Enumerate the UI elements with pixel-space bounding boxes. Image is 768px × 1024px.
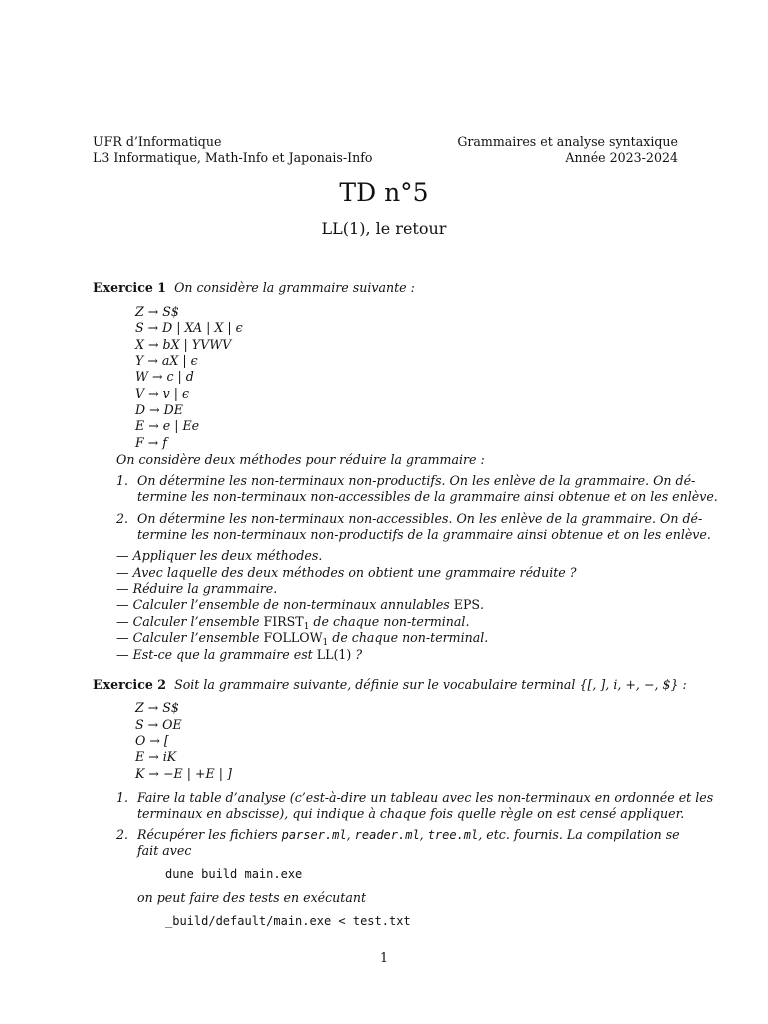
grammar-rule: Z → S$ — [135, 304, 179, 319]
file-reader: reader.ml — [354, 828, 420, 842]
task-item: — Calculer l’ensemble $FOLLOW_1$ de chaque non-terminal. — [116, 630, 489, 648]
dash: — — [116, 597, 129, 612]
exercise-2-label: Exercice 2 — [93, 677, 167, 692]
grammar-rule: E → iK — [135, 749, 177, 764]
exercise-2-intro: Soit la grammaire suivante, définie sur le vocabulaire terminal {[, ], i, +, −, $} : — [174, 677, 687, 692]
item-1-line: Faire la table d’analyse (c’est-à-dire un tableau avec les non-terminaux en ordonnée et les — [137, 790, 714, 805]
dash: — — [116, 614, 129, 629]
page-title: TD n°5 — [339, 178, 429, 207]
grammar-rule: S → D | XA | X | ϵ — [135, 320, 243, 335]
exercise-1-heading — [93, 280, 415, 295]
grammar-rule: D → DE — [135, 402, 183, 417]
method-2-number: 2. — [116, 511, 129, 526]
run-command: _build/default/main.exe < test.txt — [165, 914, 411, 928]
grammar-rule: S → OE — [135, 717, 182, 732]
grammar-rule: X → bX | YVWV — [135, 337, 232, 352]
exercise-1-intro: On considère la grammaire suivante : — [174, 280, 415, 295]
grammar-rule: Y → aX | ϵ — [135, 353, 198, 368]
file-tree: tree.ml — [427, 828, 479, 842]
tests-intro: on peut faire des tests en exécutant — [137, 890, 367, 905]
header-program: L3 Informatique, Math-Info et Japonais-Info — [93, 150, 373, 165]
task-item: — Est-ce que la grammaire est LL(1) ? — [116, 647, 363, 662]
dash: — — [116, 630, 129, 645]
item-2-line: fait avec — [137, 843, 192, 858]
page-subtitle: LL(1), le retour — [321, 219, 447, 238]
method-2-line: termine les non-terminaux non-productifs de la grammaire ainsi obtenue et on les enlève. — [137, 527, 711, 542]
method-2-line: On détermine les non-terminaux non-accessibles. On les enlève de la grammaire. On dé- — [137, 511, 703, 526]
grammar-rule: Z → S$ — [135, 700, 179, 715]
task-item: — Appliquer les deux méthodes. — [116, 548, 323, 563]
method-1-line: On détermine les non-terminaux non-productifs. On les enlève de la grammaire. On dé- — [137, 473, 696, 488]
grammar-rule: V → v | ϵ — [135, 386, 190, 401]
item-2-line: Récupérer les fichiers parser.ml, reader.ml, tree.ml, etc. fournis. La compilation se — [137, 827, 680, 842]
exercise-1-label: Exercice 1 — [93, 280, 167, 295]
task-item: — Calculer l’ensemble $FIRST_1$ de chaque non-terminal. — [116, 614, 470, 632]
item-1-line: terminaux en abscisse), qui indique à chaque fois quelle règle on est censé appliquer. — [137, 806, 685, 821]
grammar-rule: F → f — [135, 435, 167, 450]
header-year: Année 2023-2024 — [565, 150, 678, 165]
header-course: Grammaires et analyse syntaxique — [457, 134, 678, 149]
build-command: dune build main.exe — [165, 867, 303, 881]
dash: — — [116, 647, 129, 662]
task-item: — Réduire la grammaire. — [116, 581, 278, 596]
method-1-number: 1. — [116, 473, 129, 488]
item-2-number: 2. — [116, 827, 129, 842]
header-institution: UFR d’Informatique — [93, 134, 222, 149]
methods-intro: On considère deux méthodes pour réduire la grammaire : — [116, 452, 485, 467]
grammar-rule: O → [ — [135, 733, 169, 748]
dash: — — [116, 548, 129, 563]
method-1-line: termine les non-terminaux non-accessibles de la grammaire ainsi obtenue et on les enlève. — [137, 489, 718, 504]
dash: — — [116, 581, 129, 596]
task-item: — Calculer l’ensemble de non-terminaux annulables EPS. — [116, 597, 485, 612]
dash: — — [116, 565, 129, 580]
task-item: — Avec laquelle des deux méthodes on obtient une grammaire réduite ? — [116, 565, 577, 580]
file-parser: parser.ml — [281, 828, 347, 842]
grammar-rule: E → e | Ee — [135, 418, 200, 433]
page-number: 1 — [379, 950, 388, 965]
grammar-rule: K → −E | +E | ] — [135, 766, 232, 781]
exercise-2-heading — [93, 677, 687, 692]
item-1-number: 1. — [116, 790, 129, 805]
grammar-rule: W → c | d — [135, 369, 194, 384]
